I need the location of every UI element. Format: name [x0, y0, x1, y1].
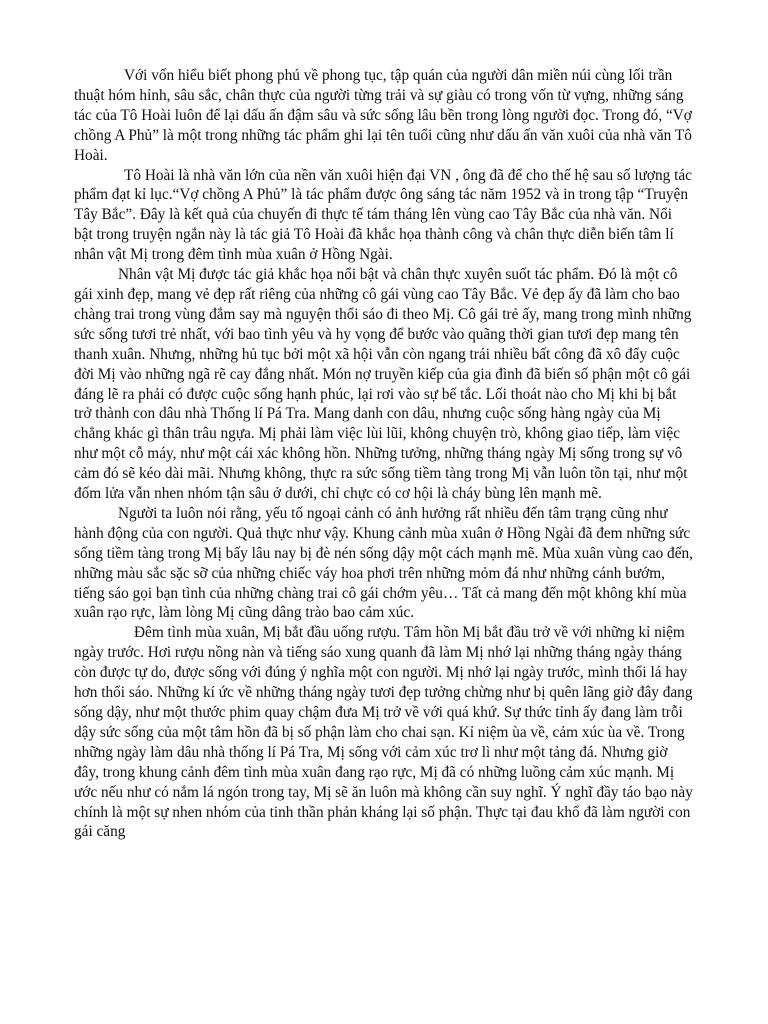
paragraph-spring-scene: Người ta luôn nói rằng, yếu tố ngoại cảnh có ảnh hưởng rất nhiều đến tâm trạng cũng như hành động của con người. Quả thực như vậy. Khung cảnh mùa xuân ở Hồng Ngài đã đem những sức sống tiềm tàng trong Mị bấy lâu nay bị đè nén sống dậy một cách mạnh mẽ. Mùa xuân vùng cao đến, những màu sắc sặc sỡ của những chiếc váy hoa phơi trên những mỏm đá như những cánh bướm, tiếng sáo gọi bạn tình của những chàng trai cô gái chớm yêu… Tất cả mang đến một không khí mùa xuân rạo rực, làm lòng Mị cũng dâng trào bao cảm xúc.: [74, 504, 693, 622]
paragraph-spring-night: Đêm tình mùa xuân, Mị bắt đầu uống rượu. Tâm hồn Mị bắt đầu trở về với những kỉ niệm ngày trước. Hơi rượu nồng nàn và tiếng sáo xung quanh đã làm Mị nhớ lại những tháng ngày tháng còn được tự do, được sống với đúng ý nghĩa một con người. Mị nhớ lại ngày trước, mình thổi lá hay hơn thổi sáo. Những kí ức về những tháng ngày tươi đẹp tưởng chừng như bị quên lãng giờ đây đang sống dậy, như một thước phim quay chậm đưa Mị trở về với quá khứ. Sự thức tỉnh ấy đang làm trỗi dậy sức sống của một tâm hồn đã bị số phận làm cho chai sạn. Kỉ niệm ùa về, cảm xúc ùa về. Trong những ngày làm dâu nhà thống lí Pá Tra, Mị sống với cảm xúc trơ lì như một tảng đá. Nhưng giờ đây, trong khung cảnh đêm tình mùa xuân đang rạo rực, Mị đã có những luồng cảm xúc mạnh. Mị ước nếu như có nắm lá ngón trong tay, Mị sẽ ăn luôn mà không cần suy nghĩ. Ý nghĩ đầy táo bạo này chính là một sự nhen nhóm của tinh thần phản kháng lại số phận. Thực tại đau khổ đã làm người con gái căng: [74, 624, 693, 841]
paragraph-author-work: Tô Hoài là nhà văn lớn của nền văn xuôi hiện đại VN , ông đã để cho thế hệ sau số lượng tác phẩm đạt kỉ lục.“Vợ chồng A Phủ” là tác phẩm được ông sáng tác năm 1952 và in trong tập “Truyện Tây Bắc”. Đây là kết quả của chuyến đi thực tế tám tháng lên vùng cao Tây Bắc của nhà văn. Nổi bật trong truyện ngắn này là tác giả Tô Hoài đã khắc họa thành công và chân thực diễn biến tâm lí nhân vật Mị trong đêm tình mùa xuân ở Hồng Ngài.: [74, 166, 692, 264]
paragraph-character-mi: Nhân vật Mị được tác giả khắc họa nổi bật và chân thực xuyên suốt tác phẩm. Đó là một cô gái xinh đẹp, mang vẻ đẹp rất riêng của những cô gái vùng cao Tây Bắc. Vẻ đẹp ấy đã làm cho bao chàng trai trong vùng đắm say mà nguyện thổi sáo đi theo Mị. Cô gái trẻ ấy, mang trong mình những sức sống tươi trẻ nhất, với bao tình yêu và hy vọng để bước vào quãng thời gian tươi đẹp mang tên thanh xuân. Nhưng, những hủ tục bởi một xã hội vẫn còn ngang trái nhiều bất công đã xô đẩy cuộc đời Mị vào những ngã rẽ cay đắng nhất. Món nợ truyền kiếp của gia đình đã biến số phận một cô gái đáng lẽ ra phải có được cuộc sống hạnh phúc, lại rơi vào sự bế tắc. Lối thoát nào cho Mị khi bị bắt trở thành con dâu nhà Thống lí Pá Tra. Mang danh con dâu, nhưng cuộc sống hàng ngày của Mị chẳng khác gì thân trâu ngựa. Mị phải làm việc lùi lũi, không chuyện trò, không giao tiếp, làm việc như một cỗ máy, như một cái xác không hồn. Những tưởng, những tháng ngày Mị sống trong sự vô cảm đó sẽ kéo dài mãi. Nhưng không, thực ra sức sống tiềm tàng trong Mị vẫn luôn tồn tại, như một đốm lửa vẫn nhen nhóm tận sâu ở dưới, chỉ chực có cơ hội là cháy bùng lên mạnh mẽ.: [74, 266, 692, 503]
paragraph-intro: Với vốn hiểu biết phong phú về phong tục, tập quán của người dân miền núi cùng lối trần thuật hóm hỉnh, sâu sắc, chân thực của người từng trải và sự giàu có trong vốn từ vựng, những sáng tác của Tô Hoài luôn để lại dấu ấn đậm sâu và sức sống lâu bền trong lòng người đọc. Trong đó, “Vợ chồng A Phủ” là một trong những tác phẩm ghi lại tên tuổi cũng như dấu ấn văn xuôi của nhà văn Tô Hoài.: [74, 67, 692, 164]
document-page: [74, 66, 694, 842]
